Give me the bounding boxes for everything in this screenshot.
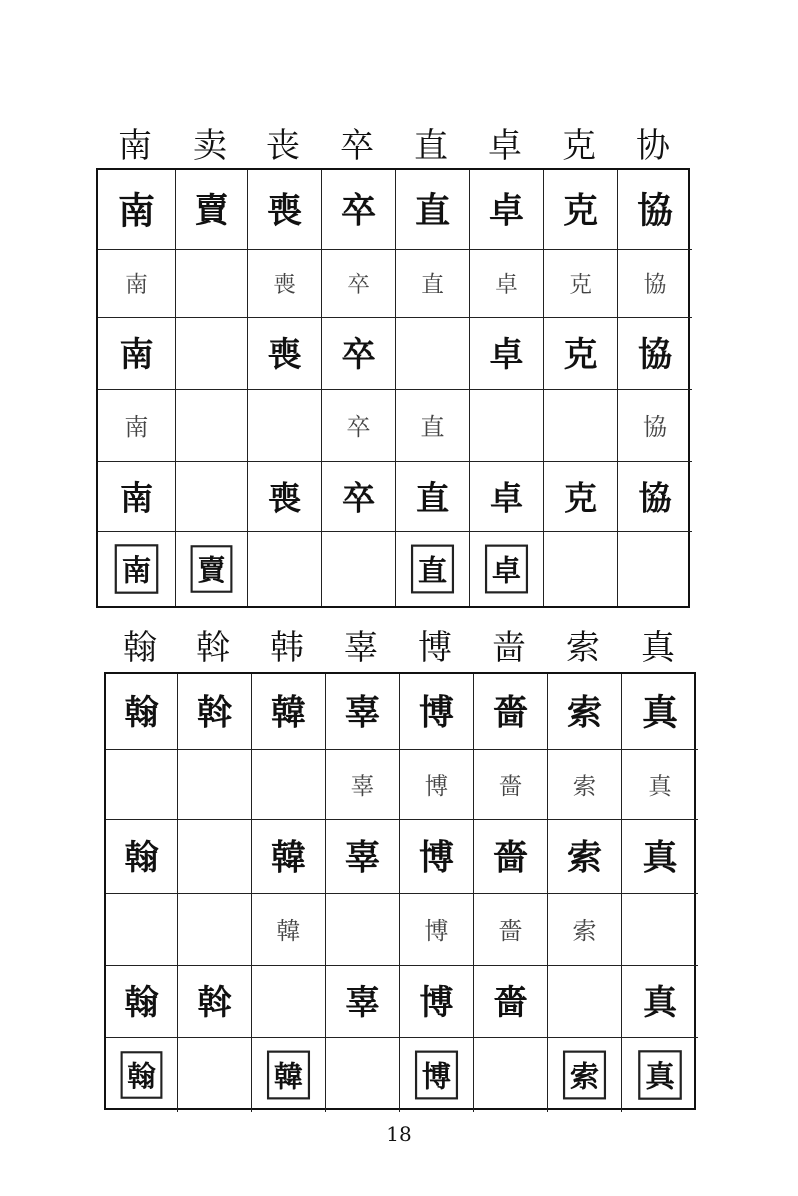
- ancient-script-glyph: [322, 462, 395, 531]
- ancient-script-glyph: [544, 250, 617, 317]
- ancient-script-glyph: [176, 170, 247, 249]
- glyph-text: 直: [414, 190, 451, 232]
- glyph-cell: [106, 674, 178, 750]
- glyph-text: 賣: [194, 190, 229, 231]
- glyph-text: 斡: [196, 692, 233, 734]
- column-header: 丧: [266, 126, 300, 166]
- glyph-text: 辜: [350, 771, 375, 800]
- ancient-script-glyph: [326, 966, 399, 1037]
- glyph-text: 卓: [489, 334, 524, 375]
- glyph-cell: [248, 532, 322, 606]
- glyph-cell: [178, 750, 252, 820]
- glyph-text: 直: [417, 553, 448, 588]
- glyph-text: 卓: [489, 478, 524, 518]
- ancient-script-glyph: [106, 966, 177, 1037]
- ancient-script-glyph: [470, 318, 543, 389]
- ancient-script-glyph: [470, 170, 543, 249]
- ancient-script-glyph: [548, 1038, 621, 1112]
- glyph-text: 嗇: [493, 982, 528, 1023]
- glyph-cell: [326, 1038, 400, 1112]
- glyph-cell: [400, 894, 474, 966]
- ancient-script-glyph: [622, 1038, 698, 1112]
- glyph-text: 卓: [495, 271, 518, 298]
- glyph-cell: [400, 1038, 474, 1112]
- ancient-script-glyph: [400, 674, 473, 749]
- glyph-cell: [396, 462, 470, 532]
- ancient-script-glyph: [98, 170, 175, 249]
- glyph-text: 翰: [124, 692, 159, 733]
- glyph-text: 卓: [491, 553, 522, 588]
- ancient-script-glyph: [618, 170, 692, 249]
- glyph-cell: [178, 674, 252, 750]
- section-1-headers: [96, 126, 690, 166]
- glyph-text: 南: [119, 478, 154, 518]
- ancient-script-glyph: [548, 750, 621, 819]
- column-header: 翰: [123, 628, 157, 668]
- ancient-script-glyph: [470, 462, 543, 531]
- glyph-cell: [474, 966, 548, 1038]
- ancient-script-glyph: [248, 462, 321, 531]
- glyph-text: 克: [563, 478, 598, 518]
- glyph-text: 真: [648, 771, 672, 800]
- column-header: 斡: [196, 628, 230, 668]
- glyph-cell: [322, 318, 396, 390]
- ancient-script-glyph: [98, 250, 175, 317]
- glyph-text: 嗇: [492, 692, 529, 734]
- glyph-cell: [106, 750, 178, 820]
- ancient-script-glyph: [400, 750, 473, 819]
- glyph-cell: [252, 820, 326, 894]
- glyph-cell: [106, 966, 178, 1038]
- glyph-cell: [106, 894, 178, 966]
- glyph-cell: [548, 750, 622, 820]
- glyph-cell: [396, 170, 470, 250]
- glyph-cell: [248, 250, 322, 318]
- glyph-cell: [98, 170, 176, 250]
- ancient-script-glyph: [396, 532, 469, 606]
- ancient-script-glyph: [106, 1038, 177, 1112]
- glyph-text: 喪: [267, 478, 302, 518]
- section-2-headers: [104, 628, 696, 668]
- glyph-cell: [176, 390, 248, 462]
- ancient-script-glyph: [548, 894, 621, 965]
- ancient-script-glyph: [548, 674, 621, 749]
- ancient-script-glyph: [326, 674, 399, 749]
- glyph-cell: [548, 894, 622, 966]
- glyph-cell: [544, 250, 618, 318]
- glyph-cell: [548, 1038, 622, 1112]
- glyph-cell: [622, 966, 698, 1038]
- column-header: 卒: [340, 126, 374, 166]
- glyph-cell: [618, 170, 692, 250]
- glyph-text: 協: [637, 334, 673, 375]
- ancient-script-glyph: [622, 674, 698, 749]
- glyph-cell: [400, 820, 474, 894]
- column-header: 辜: [344, 628, 378, 668]
- glyph-cell: [400, 966, 474, 1038]
- glyph-cell: [176, 462, 248, 532]
- glyph-cell: [106, 1038, 178, 1112]
- glyph-cell: [618, 462, 692, 532]
- ancient-script-glyph: [98, 390, 175, 461]
- glyph-cell: [548, 820, 622, 894]
- ancient-script-glyph: [326, 750, 399, 819]
- glyph-text: 翰: [127, 1059, 156, 1093]
- ancient-script-glyph: [474, 820, 547, 893]
- ancient-script-glyph: [470, 250, 543, 317]
- glyph-text: 卒: [346, 412, 371, 441]
- glyph-cell: [622, 820, 698, 894]
- ancient-script-glyph: [400, 1038, 473, 1112]
- glyph-text: 南: [118, 189, 155, 233]
- glyph-cell: [544, 318, 618, 390]
- column-header: 韩: [270, 628, 304, 668]
- ancient-script-glyph: [396, 170, 469, 249]
- glyph-cell: [326, 750, 400, 820]
- ancient-script-glyph: [474, 894, 547, 965]
- ancient-script-glyph: [622, 750, 698, 819]
- glyph-text: 索: [566, 692, 603, 734]
- glyph-cell: [178, 966, 252, 1038]
- ancient-script-glyph: [98, 462, 175, 531]
- glyph-text: 卒: [347, 271, 370, 298]
- glyph-text: 直: [420, 412, 445, 441]
- glyph-text: 辜: [345, 982, 380, 1023]
- ancient-script-glyph: [176, 532, 247, 606]
- glyph-text: 博: [418, 837, 455, 879]
- glyph-text: 博: [419, 982, 454, 1023]
- glyph-cell: [618, 532, 692, 606]
- glyph-text: 韓: [273, 1059, 304, 1094]
- glyph-text: 南: [119, 334, 154, 375]
- glyph-text: 協: [642, 412, 668, 441]
- ancient-script-glyph: [396, 250, 469, 317]
- column-header: 直: [414, 126, 448, 166]
- glyph-text: 協: [637, 190, 673, 232]
- section-2-glyph-table: [104, 672, 696, 1110]
- ancient-script-glyph: [474, 750, 547, 819]
- glyph-text: 卒: [341, 334, 376, 375]
- glyph-text: 嗇: [492, 837, 529, 879]
- glyph-text: 直: [415, 478, 450, 518]
- glyph-text: 韓: [270, 837, 307, 879]
- glyph-cell: [98, 250, 176, 318]
- glyph-cell: [248, 318, 322, 390]
- column-header: 克: [562, 126, 596, 166]
- glyph-cell: [322, 462, 396, 532]
- glyph-cell: [326, 966, 400, 1038]
- glyph-text: 真: [645, 1059, 675, 1094]
- column-header: 南: [118, 126, 152, 166]
- glyph-cell: [252, 674, 326, 750]
- glyph-text: 南: [125, 271, 148, 298]
- glyph-cell: [396, 318, 470, 390]
- glyph-cell: [470, 462, 544, 532]
- glyph-cell: [618, 390, 692, 462]
- ancient-script-glyph: [618, 462, 692, 531]
- glyph-cell: [622, 674, 698, 750]
- ancient-script-glyph: [548, 820, 621, 893]
- ancient-script-glyph: [618, 390, 692, 461]
- glyph-text: 喪: [266, 190, 303, 232]
- ancient-script-glyph: [106, 674, 177, 749]
- glyph-cell: [544, 462, 618, 532]
- glyph-text: 辜: [344, 837, 381, 879]
- glyph-cell: [98, 318, 176, 390]
- glyph-text: 協: [638, 478, 672, 518]
- ancient-script-glyph: [178, 966, 251, 1037]
- ancient-script-glyph: [544, 170, 617, 249]
- ancient-script-glyph: [622, 820, 698, 893]
- ancient-script-glyph: [622, 966, 698, 1037]
- glyph-cell: [248, 170, 322, 250]
- ancient-script-glyph: [252, 894, 325, 965]
- ancient-script-glyph: [326, 820, 399, 893]
- ancient-script-glyph: [474, 966, 547, 1037]
- glyph-cell: [98, 532, 176, 606]
- glyph-cell: [544, 532, 618, 606]
- glyph-text: 卒: [340, 190, 377, 232]
- glyph-text: 直: [421, 271, 444, 298]
- glyph-cell: [326, 820, 400, 894]
- glyph-text: 喪: [267, 334, 302, 375]
- glyph-text: 南: [124, 412, 149, 441]
- glyph-cell: [474, 1038, 548, 1112]
- glyph-cell: [396, 390, 470, 462]
- glyph-cell: [322, 170, 396, 250]
- ancient-script-glyph: [322, 250, 395, 317]
- glyph-text: 卓: [488, 190, 525, 232]
- glyph-cell: [322, 250, 396, 318]
- glyph-cell: [622, 750, 698, 820]
- column-header: 卓: [488, 126, 522, 166]
- ancient-script-glyph: [248, 170, 321, 249]
- glyph-text: 斡: [197, 982, 232, 1023]
- glyph-cell: [252, 1038, 326, 1112]
- page-number: 18: [386, 1122, 412, 1146]
- ancient-script-glyph: [98, 318, 175, 389]
- column-header: 博: [418, 628, 452, 668]
- glyph-cell: [474, 674, 548, 750]
- glyph-cell: [176, 532, 248, 606]
- glyph-cell: [178, 820, 252, 894]
- glyph-text: 翰: [124, 837, 159, 878]
- column-header: 真: [641, 628, 675, 668]
- glyph-cell: [326, 894, 400, 966]
- glyph-cell: [178, 894, 252, 966]
- ancient-script-glyph: [248, 318, 321, 389]
- glyph-text: 韓: [270, 692, 307, 734]
- glyph-cell: [618, 250, 692, 318]
- glyph-cell: [470, 170, 544, 250]
- ancient-script-glyph: [322, 170, 395, 249]
- glyph-text: 博: [421, 1059, 452, 1094]
- glyph-cell: [470, 532, 544, 606]
- glyph-text: 博: [424, 771, 449, 800]
- glyph-text: 嗇: [498, 916, 523, 945]
- glyph-text: 協: [643, 271, 667, 298]
- glyph-cell: [470, 390, 544, 462]
- glyph-cell: [544, 390, 618, 462]
- ancient-script-glyph: [248, 250, 321, 317]
- glyph-cell: [322, 390, 396, 462]
- glyph-text: 克: [562, 190, 599, 232]
- section-1-glyph-table: [96, 168, 690, 608]
- glyph-cell: [252, 966, 326, 1038]
- glyph-cell: [98, 462, 176, 532]
- column-header: 索: [566, 628, 600, 668]
- glyph-text: 博: [424, 916, 449, 945]
- glyph-cell: [252, 750, 326, 820]
- glyph-text: 賣: [197, 553, 226, 587]
- glyph-cell: [248, 390, 322, 462]
- column-header: 啬: [492, 628, 526, 668]
- glyph-text: 真: [642, 837, 678, 879]
- ancient-script-glyph: [396, 390, 469, 461]
- glyph-cell: [176, 170, 248, 250]
- glyph-text: 索: [572, 916, 597, 945]
- ancient-script-glyph: [98, 532, 175, 606]
- column-header: 卖: [193, 126, 227, 166]
- ancient-script-glyph: [322, 318, 395, 389]
- glyph-cell: [470, 318, 544, 390]
- glyph-cell: [622, 894, 698, 966]
- ancient-script-glyph: [544, 318, 617, 389]
- ancient-script-glyph: [474, 674, 547, 749]
- ancient-script-glyph: [618, 318, 692, 389]
- glyph-text: 索: [566, 837, 603, 879]
- glyph-cell: [474, 894, 548, 966]
- glyph-cell: [400, 750, 474, 820]
- glyph-cell: [544, 170, 618, 250]
- glyph-text: 真: [641, 692, 679, 734]
- glyph-text: 辜: [344, 692, 381, 734]
- ancient-script-glyph: [400, 966, 473, 1037]
- glyph-text: 真: [642, 982, 678, 1023]
- glyph-cell: [98, 390, 176, 462]
- glyph-text: 嗇: [498, 771, 523, 800]
- glyph-cell: [400, 674, 474, 750]
- glyph-cell: [252, 894, 326, 966]
- glyph-text: 卒: [341, 478, 376, 518]
- glyph-cell: [322, 532, 396, 606]
- ancient-script-glyph: [396, 462, 469, 531]
- glyph-cell: [470, 250, 544, 318]
- glyph-text: 克: [563, 334, 598, 375]
- ancient-script-glyph: [400, 894, 473, 965]
- ancient-script-glyph: [544, 462, 617, 531]
- glyph-cell: [248, 462, 322, 532]
- glyph-cell: [178, 1038, 252, 1112]
- ancient-script-glyph: [252, 820, 325, 893]
- glyph-text: 博: [418, 692, 455, 734]
- column-header: 协: [636, 126, 670, 166]
- glyph-cell: [396, 250, 470, 318]
- glyph-cell: [474, 750, 548, 820]
- glyph-text: 南: [121, 553, 152, 588]
- ancient-script-glyph: [400, 820, 473, 893]
- ancient-script-glyph: [618, 250, 692, 317]
- glyph-cell: [622, 1038, 698, 1112]
- ancient-script-glyph: [470, 532, 543, 606]
- ancient-script-glyph: [178, 674, 251, 749]
- glyph-text: 索: [572, 771, 597, 800]
- glyph-cell: [176, 318, 248, 390]
- glyph-cell: [474, 820, 548, 894]
- glyph-text: 喪: [273, 271, 296, 298]
- glyph-cell: [396, 532, 470, 606]
- glyph-text: 翰: [124, 982, 159, 1023]
- glyph-cell: [176, 250, 248, 318]
- glyph-cell: [618, 318, 692, 390]
- glyph-cell: [548, 674, 622, 750]
- glyph-text: 韓: [276, 916, 301, 945]
- glyph-text: 索: [569, 1059, 600, 1094]
- ancient-script-glyph: [322, 390, 395, 461]
- ancient-script-glyph: [106, 820, 177, 893]
- glyph-cell: [326, 674, 400, 750]
- glyph-text: 克: [569, 271, 592, 298]
- glyph-cell: [106, 820, 178, 894]
- ancient-script-glyph: [252, 674, 325, 749]
- glyph-cell: [548, 966, 622, 1038]
- ancient-script-glyph: [252, 1038, 325, 1112]
